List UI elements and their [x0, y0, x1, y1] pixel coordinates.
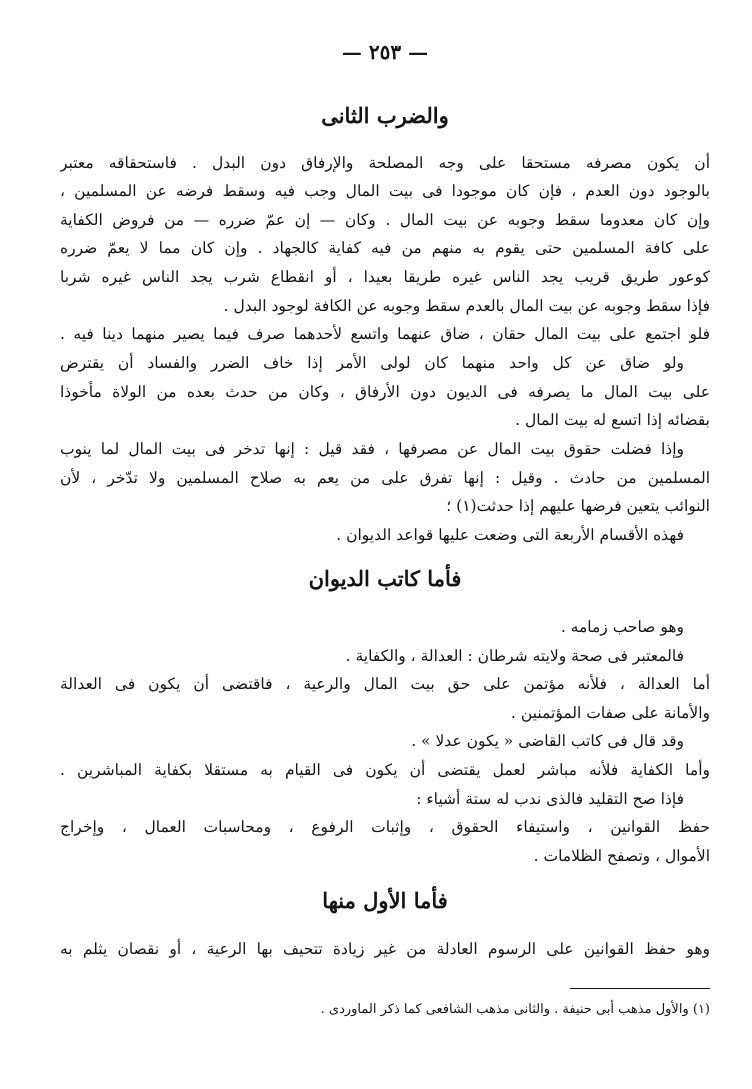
text-line: وهو صاحب زمامه . — [560, 618, 684, 636]
text-line: فإذا سقط وجوبه عن بيت المال بالعدم سقط وجوبه عن الكافة لوجود البدل . — [223, 297, 710, 315]
text-line: كوعور طريق قريب يجد الناس غيره طريقا بعيدا ، أو انقطاع شرب يجد الناس غيره شربا — [60, 268, 710, 286]
footnote-divider — [570, 988, 710, 989]
text-line: فالمعتبر فى صحة ولايته شرطان : العدالة ، والكفاية . — [345, 647, 684, 665]
page-number: — ٢٥٣ — — [341, 40, 429, 64]
text-line: فهذه الأقسام الأربعة التى وضعت عليها قواعد الديوان . — [336, 526, 684, 544]
text-line: على بيت المال ما يصرفه فى الديون دون الأرفاق ، وكان من حدث بعده من الولاة مأخوذا — [60, 383, 710, 401]
heading-second-type: والضرب الثانى — [321, 103, 449, 128]
text-line: على كافة المسلمين حتى يقوم به منهم من فيه كفاية كالجهاد . وإن كان مما لا يعمّ ضرره — [60, 239, 710, 257]
text-line: بالوجود دون العدم ، فإن كان موجودا فى بيت المال وجب فيه وسقط فرضه عن المسلمين ، — [60, 182, 710, 200]
heading-diwan-clerk: فأما كاتب الديوان — [308, 566, 462, 591]
text-line: وهو حفظ القوانين على الرسوم العادلة من غير زيادة تتحيف بها الرعية ، أو نقصان يثلم به — [60, 940, 710, 958]
text-line: أن يكون مصرفه مستحقا على وجه المصلحة والإرفاق دون البدل . فاستحقاقه معتبر — [60, 154, 710, 172]
text-line: وأما الكفاية فلأنه مباشر لعمل يقتضى أن يكون فى القيام به مستقلا بكفاية المباشرين . — [60, 761, 710, 779]
text-line: فلو اجتمع على بيت المال حقان ، ضاق عنهما واتسع لأحدهما صرف فيما يصير منهما دينا فيه . — [60, 325, 710, 343]
footnote: (١) والأول مذهب أبى حنيفة . والثانى مذهب الشافعى كما ذكر الماوردى . — [320, 1002, 710, 1017]
text-line: النوائب يتعين فرضها عليهم إذا حدثت(١) ؛ — [446, 497, 710, 515]
text-line: المسلمين من حادث . وقيل : إنها تفرق على من يعم به صلاح المسلمين ولا تدّخر ، لأن — [60, 469, 710, 487]
heading-first-of-them: فأما الأول منها — [322, 888, 448, 913]
text-line: وإذا فضلت حقوق بيت المال عن مصرفها ، فقد قيل : إنها تدخر فى بيت المال لما ينوب — [60, 440, 684, 458]
text-line: أما العدالة ، فلأنه مؤتمن على حق بيت المال والرعية ، فاقتضى أن يكون فى العدالة — [60, 675, 710, 693]
text-line: بقضائه إذا اتسع له بيت المال . — [515, 411, 710, 429]
book-page — [60, 0, 710, 1089]
text-line: وإن كان معدوما سقط وجوبه عن بيت المال . وكان — إن عمّ ضرره — من فروض الكفاية — [60, 211, 710, 229]
text-line: والأمانة على صفات المؤتمنين . — [511, 704, 710, 722]
text-line: حفظ القوانين ، واستيفاء الحقوق ، وإثبات الرفوع ، ومحاسبات العمال ، وإخراج — [60, 818, 710, 836]
text-line: فإذا صح التقليد فالذى ندب له ستة أشياء : — [416, 790, 684, 808]
text-line: ولو ضاق عن كل واحد منهما كان لولى الأمر إذا خاف الضرر والفساد أن يقترض — [60, 354, 684, 372]
text-line: وقد قال فى كاتب القاضى « يكون عدلا » . — [411, 732, 684, 750]
text-line: الأموال ، وتصفح الظلامات . — [533, 847, 710, 865]
